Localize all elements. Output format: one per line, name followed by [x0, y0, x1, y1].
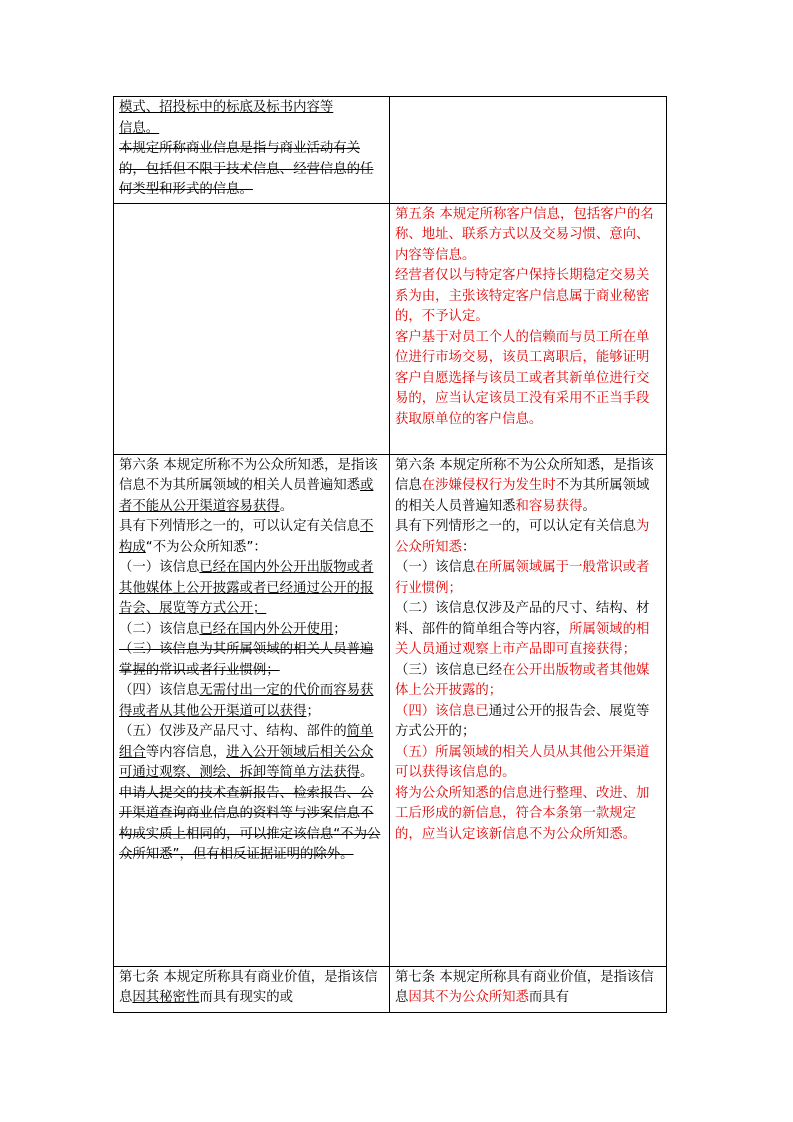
- table-row: [114, 966, 667, 1012]
- paragraph: 第七条 本规定所称具有商业价值，是指该信息因其秘密性而具有现实的或: [119, 969, 378, 1005]
- paragraph-deleted: 申请人提交的技术查新报告、检索报告、公开渠道查询商业信息的资料等与涉案信息不构成实质上相同的，可以推定该信息“不为公众所知悉”，但有相反证据证明的除外。: [119, 785, 381, 862]
- table-row: [114, 97, 667, 204]
- paragraph: （四）该信息已通过公开的报告会、展览等方式公开的；: [395, 703, 650, 739]
- table-cell-left: [114, 454, 390, 966]
- paragraph-deleted: （三）该信息为其所属领域的相关人员普遍掌握的常识或者行业惯例；: [119, 642, 374, 678]
- paragraph: 具有下列情形之一的，可以认定有关信息不构成“不为公众所知悉”：: [119, 519, 374, 555]
- paragraph: （二）该信息仅涉及产品的尺寸、结构、材料、部件的简单组合等内容，所属领域的相关人员通过观察上市产品即可直接获得；: [395, 601, 650, 657]
- paragraph: 第六条 本规定所称不为公众所知悉，是指该信息在涉嫌侵权行为发生时不为其所属领域的相关人员普遍知悉和容易获得。: [395, 457, 654, 514]
- table-cell-left: [114, 966, 390, 1012]
- paragraph-deleted: 本规定所称商业信息是指与商业活动有关的，包括但不限于技术信息、经营信息的任何类型和形式的信息。: [119, 141, 374, 197]
- paragraph-added: 将为公众所知悉的信息进行整理、改进、加工后形成的新信息，符合本条第一款规定的，应当认定该新信息不为公众所知悉。: [395, 785, 650, 842]
- paragraph-added: 客户基于对员工个人的信赖而与员工所在单位进行市场交易，该员工离职后，能够证明客户自愿选择与该员工或者其新单位进行交易的，应当认定该员工没有采用不正当手段获取原单位的客户信息。: [395, 329, 650, 427]
- table-cell-left: [114, 203, 390, 454]
- paragraph: （四）该信息无需付出一定的代价而容易获得或者从其他公开渠道可以获得；: [119, 683, 374, 719]
- paragraph: （二）该信息已经在国内外公开使用；: [119, 621, 347, 637]
- comparison-table: [113, 96, 667, 1013]
- paragraph: 模式、招投标中的标底及标书内容等 信息。: [119, 100, 334, 136]
- table-cell-right: [390, 97, 667, 204]
- paragraph: 第七条 本规定所称具有商业价值，是指该信息因其不为公众所知悉而具有: [395, 969, 654, 1005]
- paragraph: 具有下列情形之一的，可以认定有关信息为公众所知悉：: [395, 519, 650, 555]
- paragraph: （一）该信息已经在国内外公开出版物或者其他媒体上公开披露或者已经通过公开的报告会、展览等方式公开；: [119, 560, 374, 616]
- table-row: [114, 454, 667, 966]
- paragraph: （五）仅涉及产品尺寸、结构、部件的简单组合等内容信息，进入公开领域后相关公众可通过观察、测绘、拆卸等简单方法获得。: [119, 724, 374, 780]
- paragraph-added: 第五条 本规定所称客户信息，包括客户的名称、地址、联系方式以及交易习惯、意向、内容等信息。: [395, 206, 654, 263]
- table-cell-left: [114, 97, 390, 204]
- table-row: [114, 203, 667, 454]
- paragraph: 第六条 本规定所称不为公众所知悉，是指该信息不为其所属领域的相关人员普遍知悉或者不能从公开渠道容易获得。: [119, 457, 378, 514]
- table-cell-right: [390, 203, 667, 454]
- table-cell-right: [390, 454, 667, 966]
- paragraph: （一）该信息在所属领域属于一般常识或者行业惯例；: [395, 560, 650, 596]
- table-cell-right: [390, 966, 667, 1012]
- paragraph: （三）该信息已经在公开出版物或者其他媒体上公开披露的；: [395, 662, 650, 698]
- paragraph-added: （五）所属领域的相关人员从其他公开渠道可以获得该信息的。: [395, 744, 650, 780]
- paragraph-added: 经营者仅以与特定客户保持长期稳定交易关系为由，主张该特定客户信息属于商业秘密的，不予认定。: [395, 268, 650, 324]
